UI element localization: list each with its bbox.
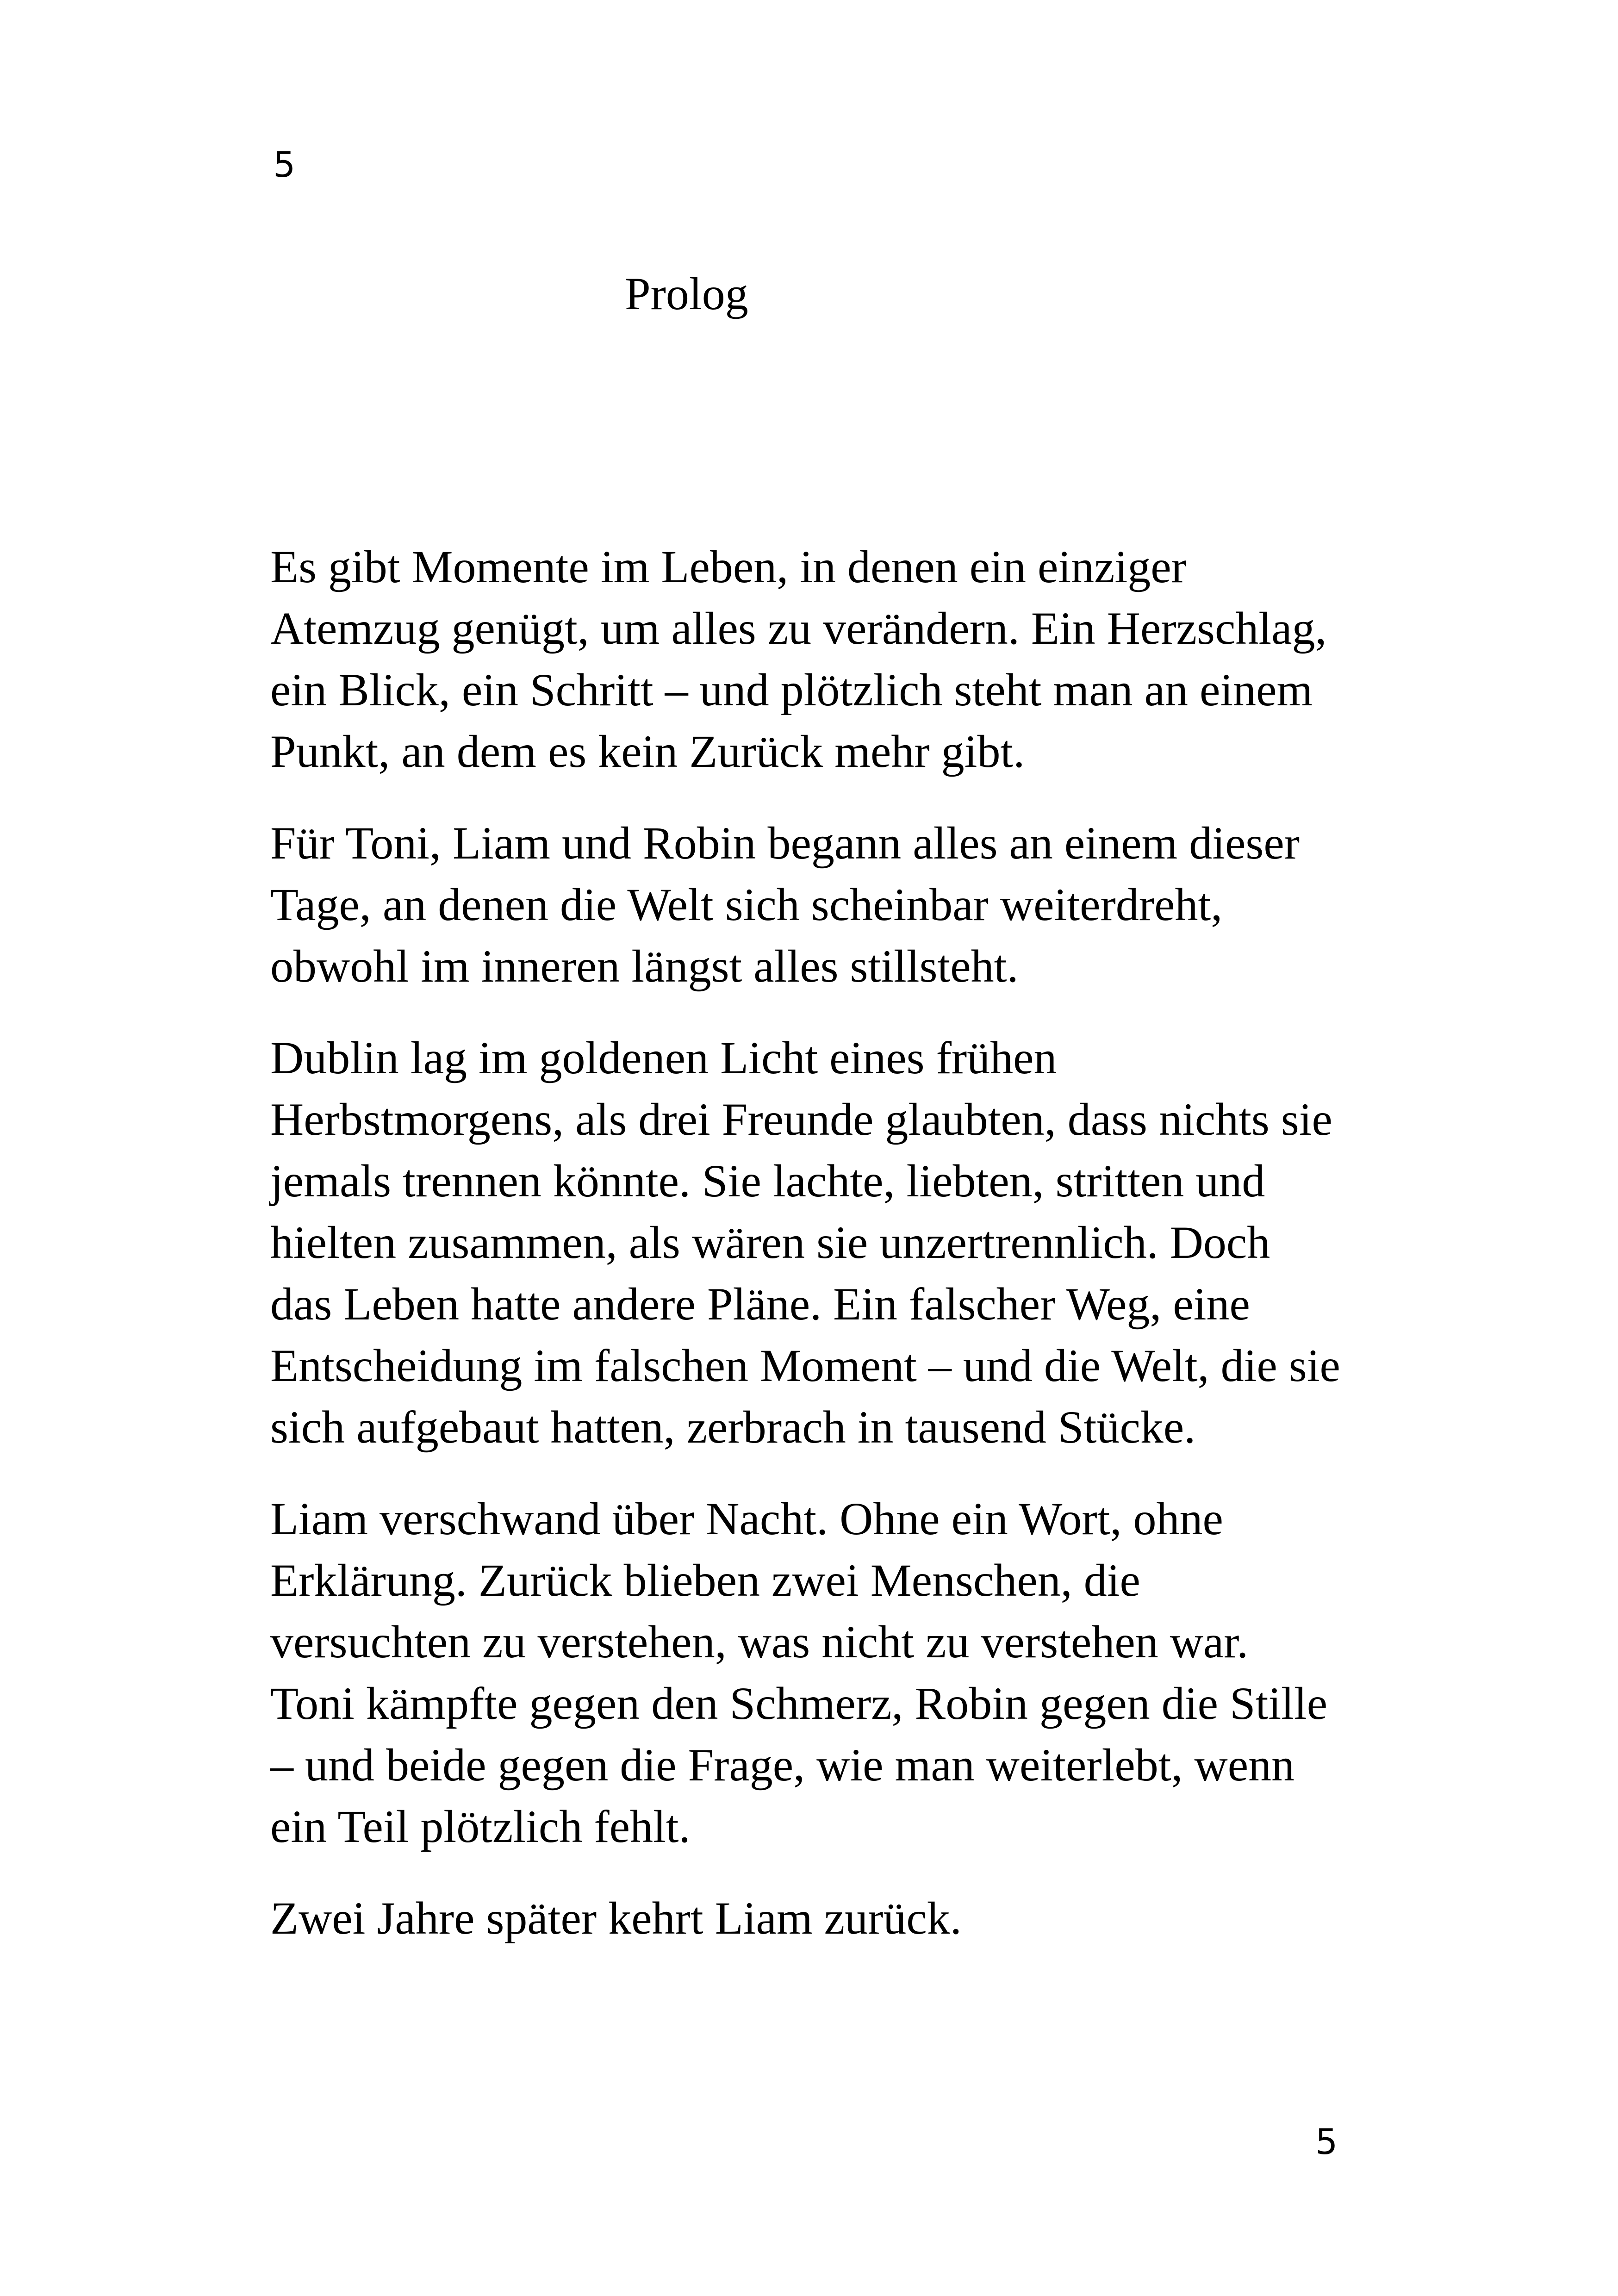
text-line: Herbstmorgens, als drei Freunde glaubten, dass nichts sie	[270, 1094, 1332, 1145]
text-line: Erklärung. Zurück blieben zwei Menschen, die	[270, 1555, 1140, 1606]
text-line: Toni kämpfte gegen den Schmerz, Robin gegen die Stille	[270, 1678, 1328, 1729]
paragraph-2	[270, 812, 1381, 997]
text-line: jemals trennen könnte. Sie lachte, liebten, stritten und	[270, 1155, 1265, 1207]
text-line: ein Blick, ein Schritt – und plötzlich steht man an einem	[270, 664, 1313, 716]
text-line: sich aufgebaut hatten, zerbrach in tausend Stücke.	[270, 1401, 1196, 1453]
paragraph-5	[270, 1887, 1381, 1949]
text-line: obwohl im inneren längst alles stillsteht.	[270, 940, 1019, 992]
page-number-bottom: 5	[1315, 2121, 1338, 2162]
text-line: Zwei Jahre später kehrt Liam zurück.	[270, 1892, 962, 1944]
chapter-title: Prolog	[625, 268, 748, 319]
text-line: ein Teil plötzlich fehlt.	[270, 1801, 691, 1852]
paragraph-4	[270, 1488, 1381, 1857]
text-line: Liam verschwand über Nacht. Ohne ein Wort, ohne	[270, 1493, 1223, 1544]
text-line: Dublin lag im goldenen Licht eines frühen	[270, 1032, 1057, 1083]
text-line: Es gibt Momente im Leben, in denen ein einziger	[270, 541, 1187, 592]
text-line: Atemzug genügt, um alles zu verändern. Ein Herzschlag,	[270, 603, 1327, 654]
text-line: Punkt, an dem es kein Zurück mehr gibt.	[270, 726, 1025, 777]
paragraph-3	[270, 1027, 1381, 1458]
page-number-top: 5	[273, 144, 296, 185]
prolog-body	[270, 536, 1381, 1979]
text-line: – und beide gegen die Frage, wie man weiterlebt, wenn	[270, 1739, 1295, 1791]
paragraph-1	[270, 536, 1381, 782]
text-line: Tage, an denen die Welt sich scheinbar weiterdreht,	[270, 879, 1223, 930]
text-line: hielten zusammen, als wären sie unzertrennlich. Doch	[270, 1217, 1270, 1268]
text-line: Für Toni, Liam und Robin begann alles an einem dieser	[270, 817, 1300, 869]
text-line: das Leben hatte andere Pläne. Ein falscher Weg, eine	[270, 1278, 1250, 1330]
text-line: Entscheidung im falschen Moment – und die Welt, die sie	[270, 1340, 1340, 1391]
text-line: versuchten zu verstehen, was nicht zu verstehen war.	[270, 1616, 1249, 1668]
